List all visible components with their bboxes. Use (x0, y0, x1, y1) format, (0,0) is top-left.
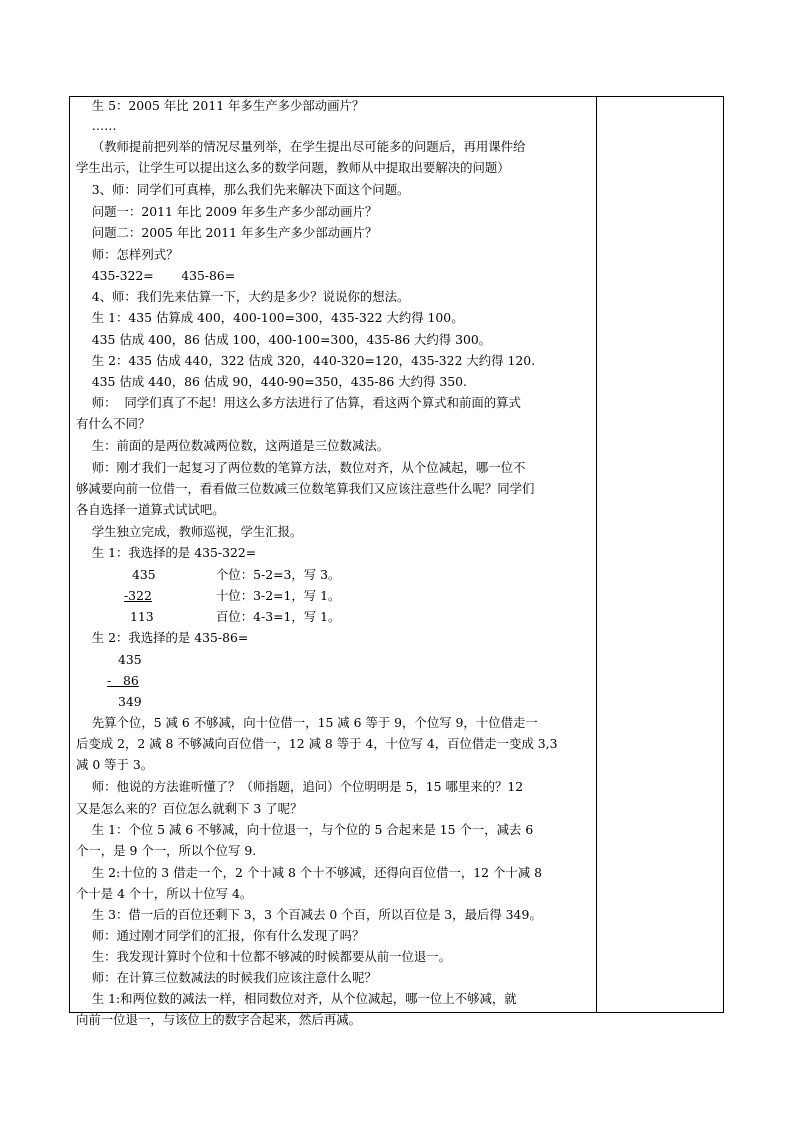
text-line: 有什么不同？ (76, 416, 151, 431)
text-line: 个十是 4 个十，所以十位写 4。 (76, 886, 253, 901)
text-line: 3、师：同学们可真棒，那么我们先来解决下面这个问题。 (76, 182, 410, 197)
text-line: 生：我发现计算时个位和十位都不够减的时候都要从前一位退一。 (76, 949, 452, 964)
calc2-top: 435 (118, 652, 142, 667)
text-line: 生：前面的是两位数减两位数，这两道是三位数减法。 (76, 438, 390, 453)
calc1-note: 个位：5-2=3，写 3。 (216, 567, 341, 582)
text-line: 生 2：435 估成 440，322 估成 320，440-320=120，435-322 大约得 120. (76, 353, 536, 368)
text-line: 435 估成 400，86 估成 100，400-100=300，435-86 大约得 300。 (76, 332, 492, 347)
text-line: 生 1:和两位数的减法一样，相同数位对齐，从个位减起，哪一位上不够减，就 (76, 991, 517, 1006)
text-line: 生 1：我选择的是 435-322= (76, 545, 257, 560)
text-line: 生 1：个位 5 减 6 不够减，向十位退一，与个位的 5 合起来是 15 个一，减去 6 (76, 822, 534, 837)
text-line: 后变成 2，2 减 8 不够减向百位借一，12 减 8 等于 4，十位写 4，百位借走一变成 3,3 (76, 736, 558, 751)
text-line: 生 2：我选择的是 435-86= (76, 630, 249, 645)
text-line: 师：刚才我们一起复习了两位数的笔算方法，数位对齐，从个位减起，哪一位不 (76, 460, 526, 475)
text-line: 师：怎样列式？ (76, 247, 179, 262)
text-line: 学生独立完成，教师巡视，学生汇报。 (76, 524, 303, 539)
text-line: 生 2:十位的 3 借走一个，2 个十减 8 个十不够减，还得向百位借一，12 个十减 8 (76, 865, 542, 880)
text-line: 师： 同学们真了不起！用这么多方法进行了估算，看这两个算式和前面的算式 (76, 395, 521, 410)
text-line: 师：通过刚才同学们的汇报，你有什么发现了吗？ (76, 928, 365, 943)
text-line: （教师提前把列举的情况尽量列举，在学生提出尽可能多的问题后，再用课件给 (76, 139, 526, 154)
column-divider (596, 96, 597, 1013)
calc1-bottom: -322 (124, 588, 152, 603)
text-line: 又是怎么来的？百位怎么就剩下 3 了呢？ (76, 801, 303, 816)
text-line: 问题二：2005 年比 2011 年多生产多少部动画片？ (76, 225, 378, 240)
text-line: 各自选择一道算式试试吧。 (76, 502, 225, 517)
calc1-note: 百位：4-3=1，写 1。 (216, 609, 341, 624)
text-line: …… (76, 118, 117, 133)
text-line: 先算个位，5 减 6 不够减，向十位借一，15 减 6 等于 9，个位写 9，十位借走一 (76, 715, 538, 730)
calc1-top: 435 (132, 567, 156, 582)
calc1-result: 113 (130, 609, 154, 624)
calc2-bottom: - 86 (107, 673, 139, 688)
text-line: 435 估成 440，86 估成 90，440-90=350，435-86 大约得 350. (76, 374, 467, 389)
text-line: 435-322= 435-86= (76, 268, 236, 283)
text-line: 师：他说的方法谁听懂了？（师指题，追问）个位明明是 5，15 哪里来的？12 (76, 779, 524, 794)
text-line: 向前一位退一，与该位上的数字合起来，然后再减。 (76, 1012, 361, 1027)
calc2-result: 349 (118, 694, 142, 709)
text-line: 减 0 等于 3。 (76, 757, 154, 772)
text-line: 师：在计算三位数减法的时候我们应该注意什么呢？ (76, 970, 377, 985)
text-line: 学生出示，让学生可以提出这么多的数学问题，教师从中提取出要解决的问题） (76, 160, 510, 175)
text-line: 够减要向前一位借一，看看做三位数减三位数笔算我们又应该注意些什么呢？同学们 (76, 481, 535, 496)
text-line: 生 1：435 估算成 400，400-100=300，435-322 大约得 100。 (76, 310, 464, 325)
text-line: 个一，是 9 个一，所以个位写 9. (76, 843, 257, 858)
text-line: 4、师：我们先来估算一下，大约是多少？说说你的想法。 (76, 289, 410, 304)
calc1-note: 十位：3-2=1，写 1。 (216, 588, 341, 603)
text-line: 生 3：借一后的百位还剩下 3，3 个百减去 0 个百，所以百位是 3，最后得 349。 (76, 907, 542, 922)
text-line: 问题一：2011 年比 2009 年多生产多少部动画片？ (76, 204, 378, 219)
text-line: 生 5：2005 年比 2011 年多生产多少部动画片？ (76, 98, 365, 113)
